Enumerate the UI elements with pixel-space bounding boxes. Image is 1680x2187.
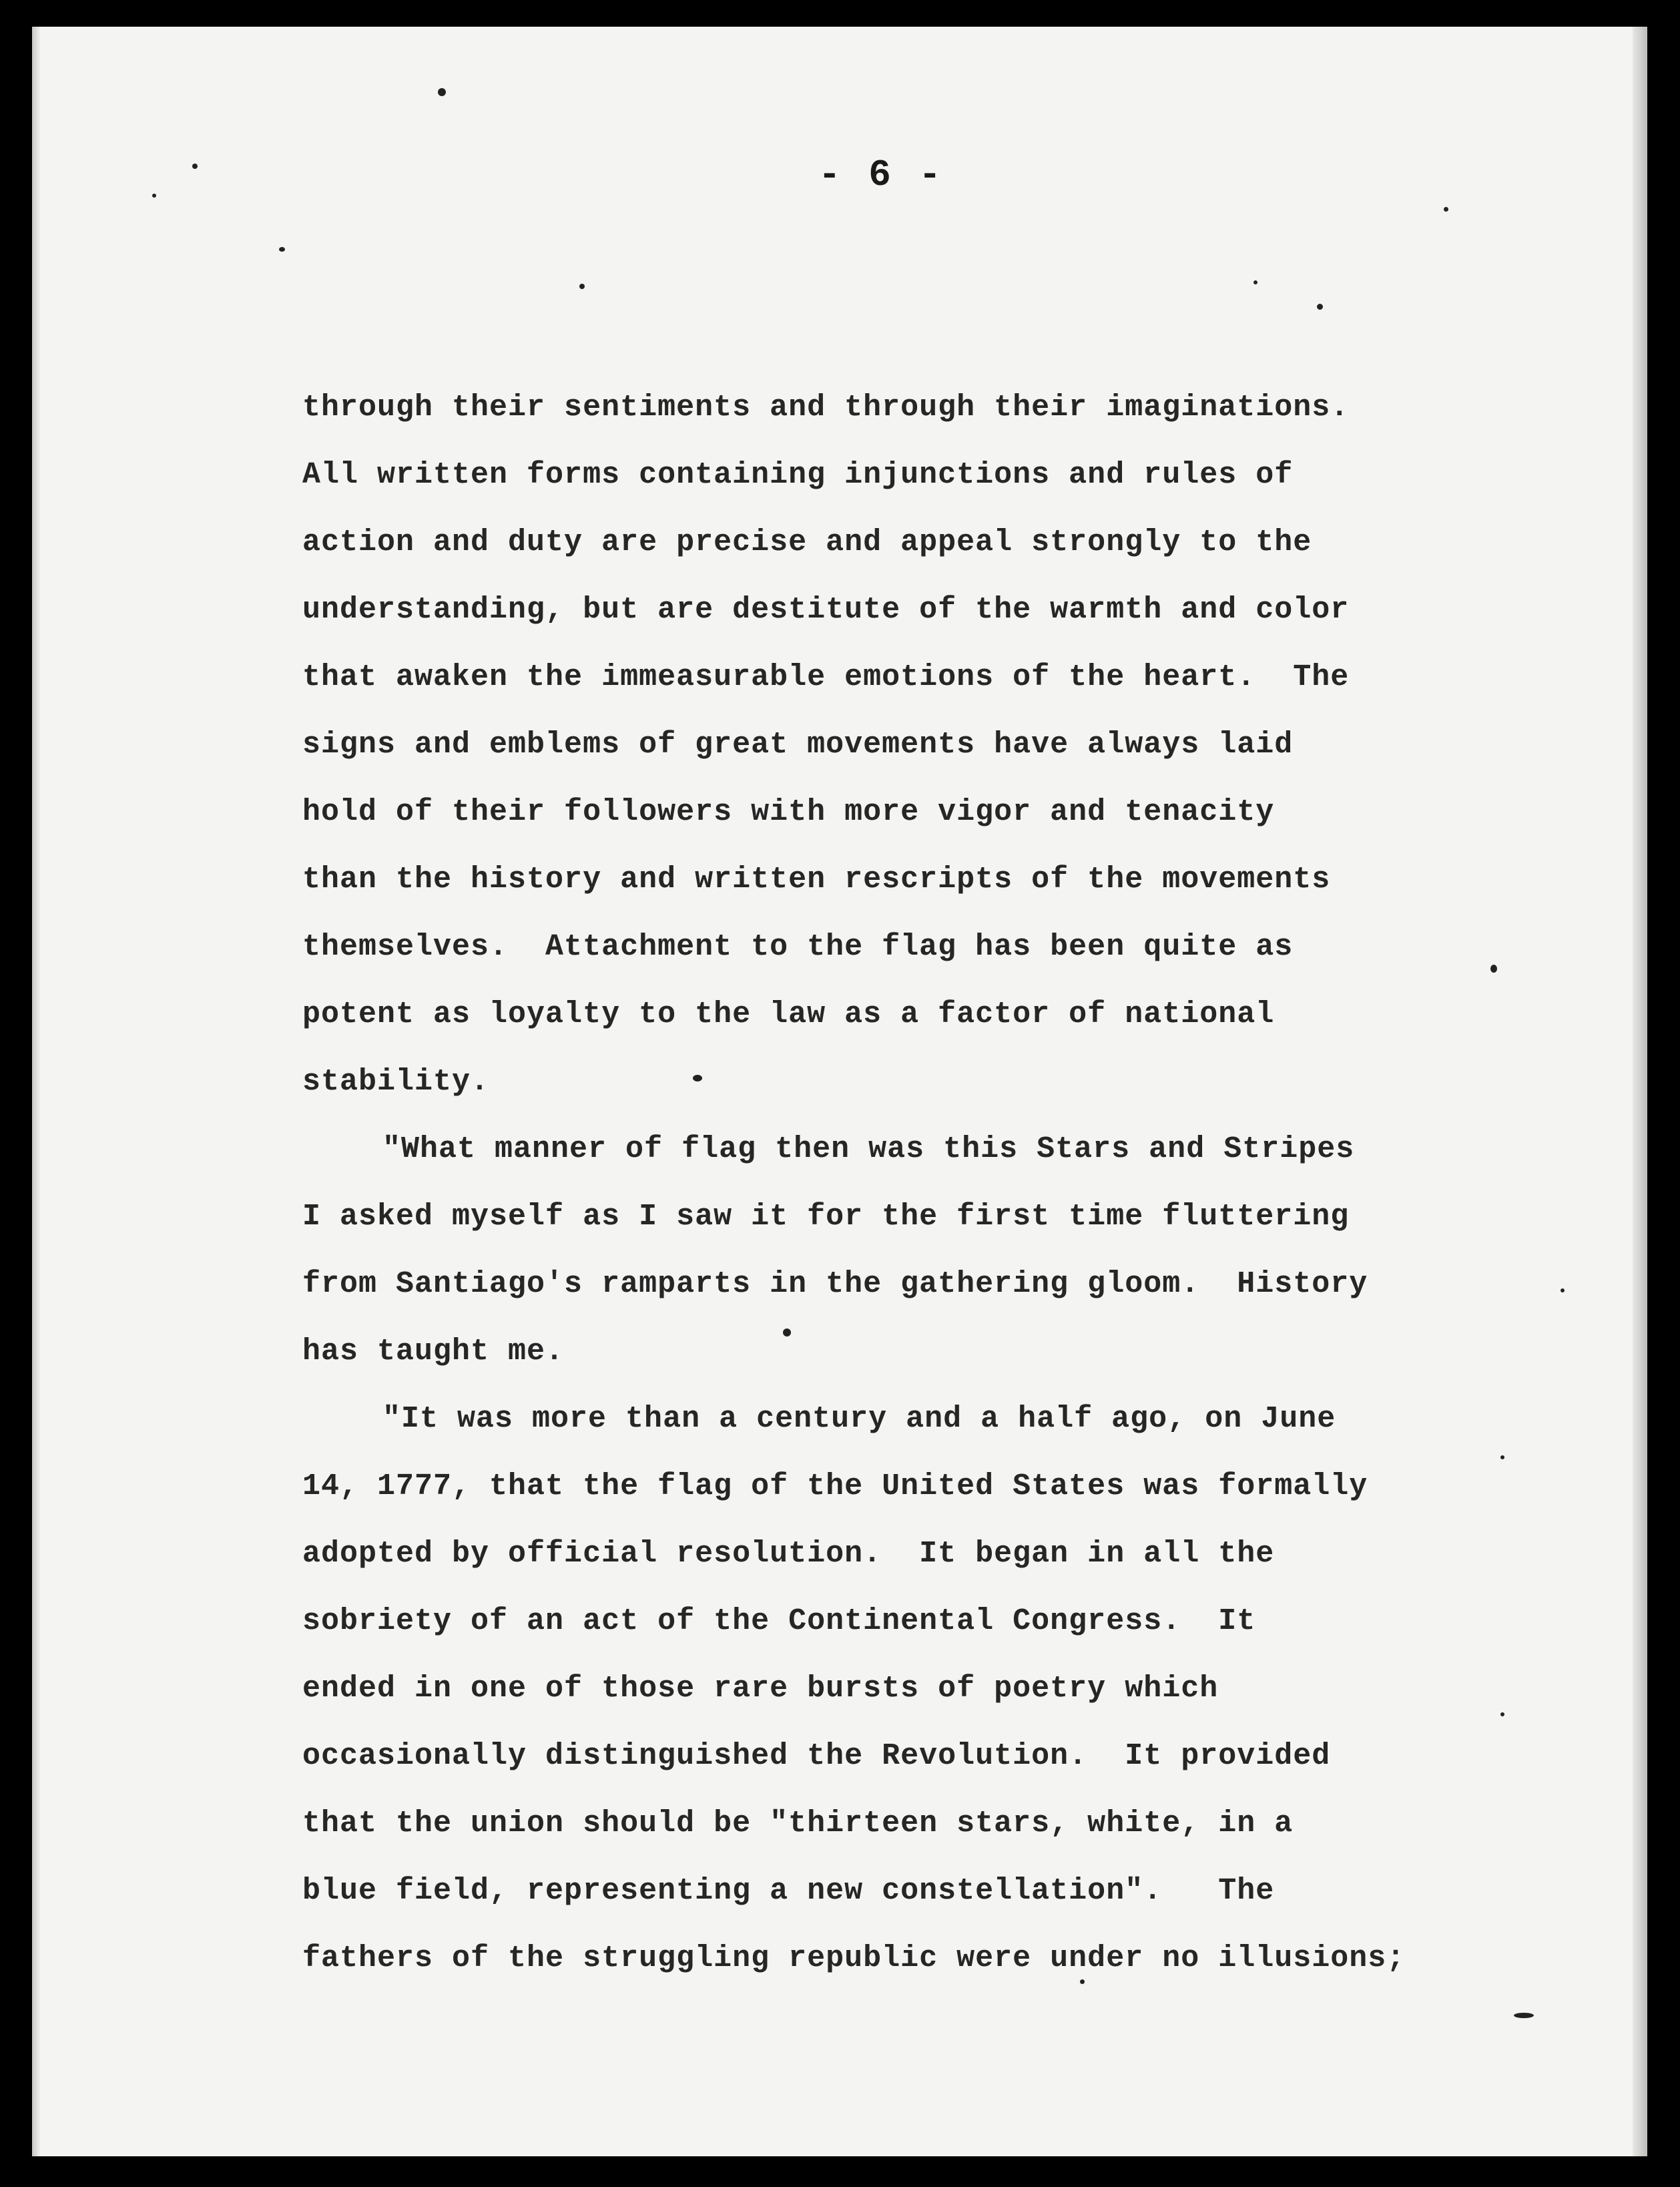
- text-line: 14, 1777, that the flag of the United States was formally: [302, 1469, 1368, 1503]
- text-line: stability.: [302, 1065, 490, 1099]
- text-line: blue field, representing a new constellation". The: [302, 1874, 1275, 1908]
- scan-speck: [1080, 1979, 1085, 1984]
- page-right-edge: [1633, 27, 1647, 2156]
- scan-speck: [438, 88, 446, 96]
- scan-speck: [693, 1075, 702, 1081]
- text-line: that awaken the immeasurable emotions of the heart. The: [302, 660, 1350, 694]
- document-page: [32, 27, 1647, 2156]
- text-line: I asked myself as I saw it for the first time fluttering: [302, 1200, 1350, 1234]
- scan-speck: [1514, 2013, 1534, 2018]
- scan-speck: [1500, 1712, 1504, 1716]
- text-line: through their sentiments and through their imaginations.: [302, 391, 1350, 425]
- text-line: potent as loyalty to the law as a factor of national: [302, 997, 1275, 1031]
- scan-speck: [1253, 280, 1257, 284]
- text-line: themselves. Attachment to the flag has been quite as: [302, 930, 1294, 964]
- scan-speck: [152, 194, 156, 198]
- text-line: sobriety of an act of the Continental Congress. It: [302, 1604, 1256, 1638]
- text-line: hold of their followers with more vigor and tenacity: [302, 795, 1275, 829]
- scan-speck: [279, 247, 285, 252]
- scan-speck: [1500, 1455, 1504, 1459]
- text-line: from Santiago's ramparts in the gathering gloom. History: [302, 1267, 1368, 1301]
- text-line: that the union should be "thirteen stars, white, in a: [302, 1806, 1294, 1841]
- text-line: "It was more than a century and a half ago, on June: [382, 1402, 1336, 1436]
- text-line: occasionally distinguished the Revolution. It provided: [302, 1739, 1331, 1773]
- text-line: adopted by official resolution. It began in all the: [302, 1537, 1275, 1571]
- text-line: "What manner of flag then was this Stars and Stripes: [382, 1132, 1355, 1166]
- scan-speck: [1490, 965, 1497, 973]
- scan-speck: [192, 164, 198, 169]
- text-line: has taught me.: [302, 1334, 565, 1369]
- text-line: signs and emblems of great movements have always laid: [302, 728, 1294, 762]
- text-line: fathers of the struggling republic were under no illusions;: [302, 1941, 1406, 1975]
- page-left-edge: [32, 27, 40, 2156]
- text-line: action and duty are precise and appeal strongly to the: [302, 525, 1312, 559]
- text-line: ended in one of those rare bursts of poetry which: [302, 1672, 1219, 1706]
- scan-speck: [1561, 1288, 1565, 1292]
- text-line: than the history and written rescripts of the movements: [302, 863, 1331, 897]
- scan-speck: [783, 1328, 791, 1336]
- text-line: understanding, but are destitute of the warmth and color: [302, 593, 1350, 627]
- page-number: - 6 -: [818, 154, 944, 196]
- typed-body-text: [302, 374, 1571, 1992]
- scan-speck: [579, 284, 585, 289]
- scan-speck: [1444, 207, 1448, 212]
- scan-speck: [1317, 304, 1323, 310]
- text-line: All written forms containing injunctions and rules of: [302, 458, 1294, 492]
